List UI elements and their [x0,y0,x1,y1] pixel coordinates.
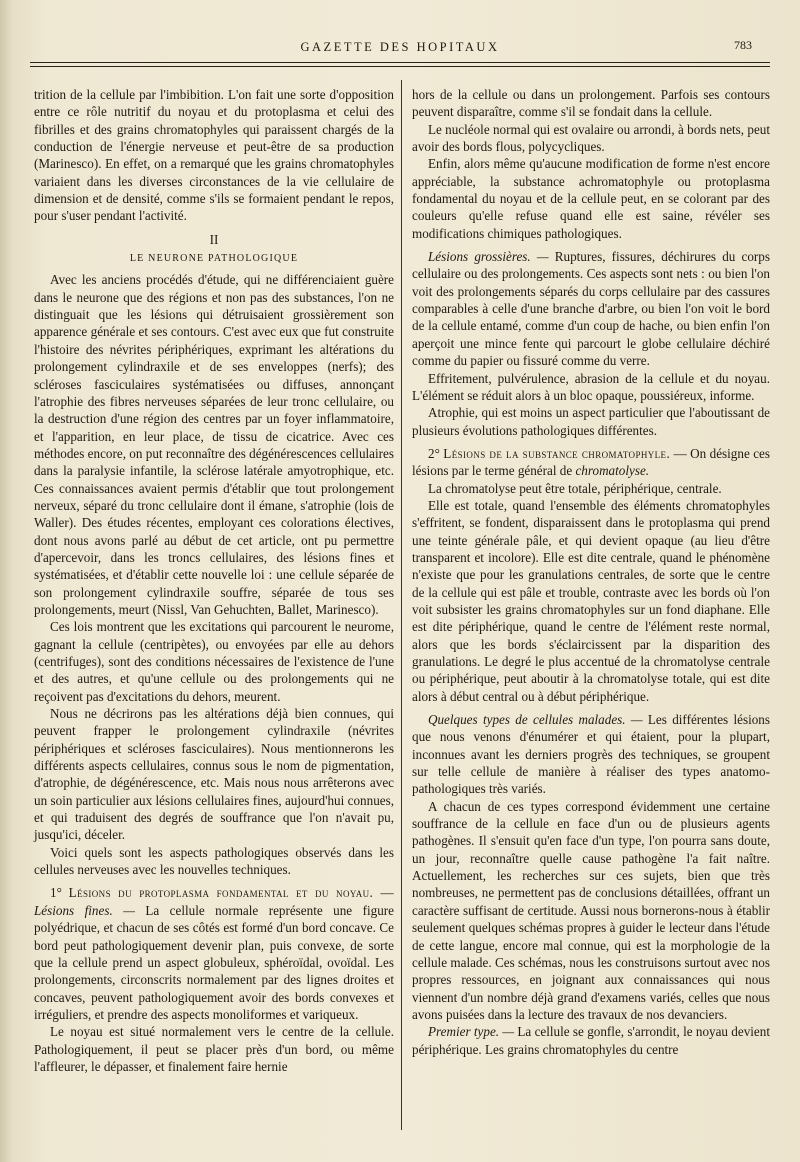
types-paragraph [412,711,770,798]
section-numeral: II [209,231,219,247]
paragraph-text: Ruptures, fissures, déchirures du corps cellulaire ou des prolongements. Ces aspects sont nets : ou bien l'on voit des prolongements séparés du corps cellulaire par des cassures comparables à celle d'une branche d'arbre, ou bien l'on voit le bord de la cellule entamé, comme d'un coup de hache, ou bien enfin l'on aperçoit une mince fente qui parcourt le globe cellulaire déchiré comme du papier ou fissuré comme du verre. [412,249,770,369]
page-number: 783 [734,38,752,52]
subsection-number: 2° [428,445,440,461]
paragraph: Le nucléole normal qui est ovalaire ou arrondi, à bords nets, peut avoir des bords flous, polycycliques. [412,121,770,155]
paragraph: La cellule normale représente une figure polyédrique, et chacun de ses côtés est formé d'un bord concave. Ce bord peut pathologiquement devenir plan, puis convexe, de sorte que la cellule prend un aspect globuleux, sphéroïdal, ovoïdal. Les prolongements, circonscrits normalement par des lignes droites et concaves, peuvent pathologiquement avoir des bords convexes et irréguliers, et prendre des aspects monoliformes et variqueux. [34,902,394,1022]
subsection-heading [34,884,394,1023]
subsection-title: Lésions de la substance chromatophyle. [443,445,671,461]
types-label: Quelques types de cellules malades. — [428,712,643,728]
header-rule-thick [30,62,770,63]
premier-type-label: Premier type. — [428,1024,515,1040]
paragraph: Atrophie, qui est moins un aspect particulier que l'aboutissant de plusieurs évolutions pathologiques différentes. [412,405,770,438]
paragraph: Effritement, pulvérulence, abrasion de la cellule et du noyau. L'élément se réduit alors à un bloc opaque, poussiéreux, informe. [412,370,770,403]
paragraph: Nous ne décrirons pas les altérations déjà bien connues, qui peuvent frapper le prolongement cylindraxile (névrites périphériques et scléroses fasciculaires). Nous mentionnerons les différents aspects cellulaires, connus sous le nom de pigmentation, d'atrophie, de dégénérescence, etc. Mais nous nous arrêterons avec un soin particulier aux lésions cellulaires fines, aujourd'hui connues, et qui traduisent des degrés de souffrance que l'on n'avait pu, jusqu'ici, déceler. [34,706,394,843]
page-header [30,36,770,58]
subsection-heading [412,445,770,480]
paragraph: Voici quels sont les aspects pathologiques observés dans les cellules nerveuses avec les nouvelles techniques. [34,844,394,878]
paragraph: La chromatolyse peut être totale, périphérique, centrale. [428,480,722,496]
lesions-grossieres-label: Lésions grossières. — [428,249,549,265]
paragraph: hors de la cellule ou dans un prolongement. Parfois ses contours peuvent disparaître, comme s'il se fondait dans la cellule. [412,87,770,120]
paragraph: Elle est totale, quand l'ensemble des éléments chromatophyles s'effritent, se fondent, disparaissent dans le protoplasma qui prend une teinte générale pâle, et qui devient opaque (au lieu d'être transparent et incolore). Elle est dite centrale, quand le phénomène n'existe que pour les granulations centrales, de sorte que le centre de la cellule qui est pâle et trouble, contraste avec les bords où l'on voit subsister les grains chromatophyles sur un fond diaphane. Elle est dite périphérique, quand le centre de l'élément reste normal, alors que les bords s'éclaircissent par la disparition des granulations. Le degré le plus accentué de la chromatolyse centrale ou périphérique, peut aboutir à la chromatolyse totale, qui est dite alors à début central ou à début périphérique. [412,497,770,704]
lesions-grossieres-paragraph [412,248,770,369]
paragraph: Le noyau est situé normalement vers le centre de la cellule. Pathologiquement, il peut se placer près d'un bord, ou même l'affleurer, le dépasser, et finalement faire hernie [34,1024,394,1074]
section-title: LE NEURONE PATHOLOGIQUE [129,253,299,265]
journal-title: GAZETTE DES HOPITAUX [300,40,500,54]
paragraph-text: Les différentes lésions que nous venons d'énumérer et qui étaient, pour la plupart, inconnues avant les derniers progrès des techniques, se groupent sur telle cellule de manière à réaliser des types anatomo-pathologiques très variés. [412,712,770,797]
paragraph: A chacun de ces types correspond évidemment une certaine souffrance de la cellule en face d'un ou de plusieurs agents pathogènes. Il s'ensuit qu'en face d'un type, l'on pourra sans doute, un jour, reconnaître quelle cause pathogène l'a fait naître. Actuellement, les recherches sur ces sujets, bien que très nombreuses, ne permettent pas de conclusions détaillées, offrant un caractère suffisant de certitude. Aussi nous bornerons-nous à établir seulement quelques schémas propres à guider le lecteur dans l'étude de cette langue, encore mal connue, qui est la morphologie de la cellule malade. Ces schémas, nous les construisons surtout avec nos propres ressources, en joignant aux connaissances qui nous viennent d'un nombre déjà grand d'examens variés, celles que nous avons puisées dans la lecture des travaux de nos devanciers. [412,798,770,1022]
header-rule-thin [30,66,770,67]
subsection-number: 1° [50,885,62,901]
paragraph: trition de la cellule par l'imbibition. L'on fait une sorte d'opposition entre ce rôle nutritif du noyau et du protoplasma et celui des fibrilles et des grains chromatophyles qui paraissent chargés de la conduction de l'énergie nerveuse et peut-être de sa production (Marinesco). En effet, on a remarqué que les grains chromatophyles variaient dans les diverses circonstances de la vie cellulaire de dimension et de densité, comme s'ils se formaient pendant le repos, pour s'user pendant l'activité. [34,87,394,224]
paragraph-text: La cellule se gonfle, s'arrondit, le noyau devient périphérique. Les grains chromatophyles du centre [412,1024,770,1057]
paragraph: Ces lois montrent que les excitations qui parcourent le neurome, gagnant la cellule (centripètes), ou envoyées par elle au dehors (centrifuges), sont des conditions nécessaires de l'existence de l'une et des autres, et qu'une cellule ou des prolongements qui ne reçoivent pas d'excitations du dehors, meurent. [34,619,394,704]
lesions-fines-label: Lésions fines. — [34,902,135,918]
page-binding-shadow [0,0,14,1162]
heading-continuation: — On désigne ces lésions par le terme général de [412,445,770,479]
paragraph: Avec les anciens procédés d'étude, qui ne différenciaient guère dans le neurone que des régions et non pas des substances, l'on ne distinguait que les lésions qui détruisaient grossièrement son apparence générale et ses contours. C'est avec eux que fut construite l'histoire des névrites périphériques, exprimant les altérations du prolongement cylindraxile et de ses enveloppes (nerfs); des scléroses fasciculaires systématisées ou diffuses, annonçant l'atrophie des fibres nerveuses séparées de leur tronc cellulaire, ou la destruction d'une région des centres par un foyer inflammatoire, et l'apparition, en leur place, de tissu de cicatrice. Avec ces méthodes encore, on put reconnaître des dégénérescences cellulaires dans la paralysie infantile, la sclérose latérale amyotrophique, etc. Ces connaissances avaient permis d'établir que tout prolongement nerveux, séparé du tronc cellulaire dont il émane, s'atrophie (lois de Waller). Des études récentes, employant ces colorations électives, dont nous avons parlé au début de cet article, ont pu permettre d'apercevoir, dans les troncs cellulaires, des lésions fines et systématisées, et d'établir cette nouvelle loi : une cellule séparée de son prolongement cylindraxile souffre, séparée de tous ses prolongements, meurt (Nissl, Van Gehuchten, Ballet, Marinesco). [34,272,394,617]
premier-type-paragraph [412,1023,770,1058]
chromatolyse-term: chromatolyse. [575,463,650,479]
left-column [34,86,394,1075]
paragraph: Enfin, alors même qu'aucune modification de forme n'est encore appréciable, la substance achromatophyle ou protoplasma fondamental du noyau et de la cellule peut, en se colorant par des couleurs qu'elle refuse quand elle est saine, révéler ses modifications chimiques pathologiques. [412,156,770,241]
right-column [412,86,770,1058]
subsection-title: Lésions du protoplasma fondamental et du noyau. — [68,885,394,901]
column-divider [401,80,402,1130]
